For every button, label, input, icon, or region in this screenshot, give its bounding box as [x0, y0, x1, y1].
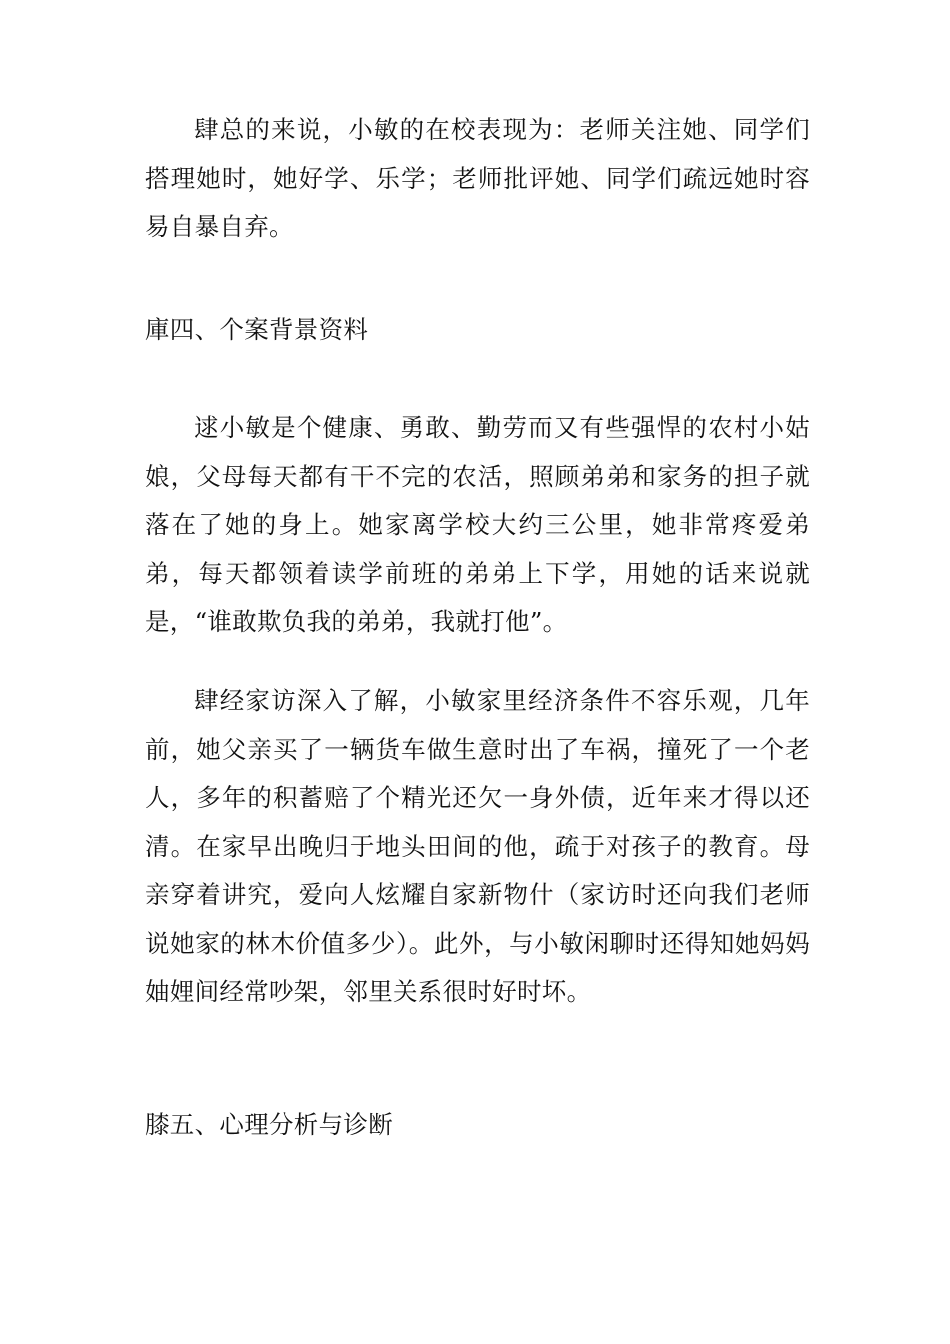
section-heading-case-background: 庫四、个案背景资料: [145, 315, 369, 344]
paragraph-home-visit: 肆经家访深入了解，小敏家里经济条件不容乐观，几年前，她父亲买了一辆货车做生意时出了车祸，撞死了一个老人，多年的积蓄赔了个精光还欠一身外债，近年来才得以还清。在家早出晚归于地头田间的他，疏于对孩子的教育。母亲穿着讲究，爱向人炫耀自家新物什（家访时还向我们老师说她家的林木价值多少）。此外，与小敏闲聊时还得知她妈妈妯娌间经常吵架，邻里关系很时好时坏。: [145, 686, 810, 1006]
paragraph-school-performance: 肆总的来说，小敏的在校表现为：老师关注她、同学们搭理她时，她好学、乐学；老师批评她、同学们疏远她时容易自暴自弃。: [145, 115, 810, 241]
section-heading-psych-analysis: 膝五、心理分析与诊断: [145, 1110, 393, 1139]
paragraph-family-duties: 逑小敏是个健康、勇敢、勤劳而又有些强悍的农村小姑娘，父母每天都有干不完的农活，照顾弟弟和家务的担子就落在了她的身上。她家离学校大约三公里，她非常疼爱弟弟，每天都领着读学前班的弟弟上下学，用她的话来说就是，“谁敢欺负我的弟弟，我就打他”。: [145, 413, 810, 636]
